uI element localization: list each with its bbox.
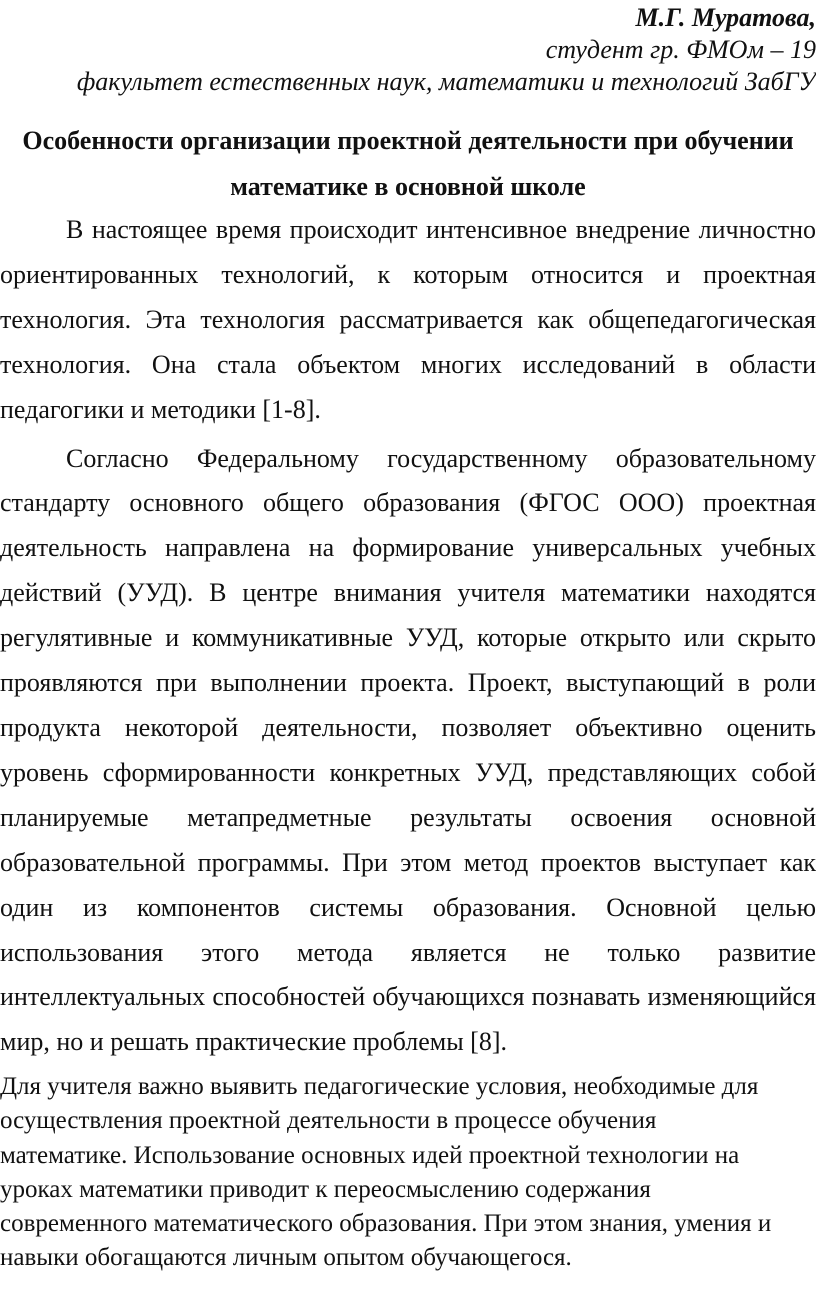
paragraph-fgos: Согласно Федеральному государственному образовательному стандарту основного общего образования (ФГОС ООО) проектная деятельность направлена на формирование универсальных учебных действий (УУД). В центре внимания учителя математики находятся регулятивные и коммуникативные УУД, которые открыто или скрыто проявляются при выполнении проекта. Проект, выступающий в роли продукта некоторой деятельности, позволяет объективно оценить уровень сформированности конкретных УУД, представляющих собой планируемые метапредметные результаты освоения основной образовательной программы. При этом метод проектов выступает как один из компонентов системы образования. Основной целью использования этого метода является не только развитие интеллектуальных способностей обучающихся познавать изменяющийся мир, но и решать практические проблемы [8]. [0,443,816,1057]
plain-line: Для учителя важно выявить педагогические условия, необходимые для [0,1073,759,1100]
author-block [0,2,816,98]
plain-line: математике. Использование основных идей проектной технологии на [0,1141,740,1169]
body-text [0,208,816,1065]
paragraph-intro: В настоящее время происходит интенсивное внедрение личностно ориентированных технологий, к которым относится и проектная технология. Эта технология рассматривается как общепедагогическая технология. Она стала объектом многих исследований в области педагогики и методики [1-8]. [0,215,816,424]
author-group: студент гр. ФМОм – 19 [545,35,816,64]
plain-line: навыки обогащаются личным опытом обучающегося. [0,1244,572,1272]
plain-line: современного математического образования. При этом знания, умения и [0,1210,772,1238]
plain-line: осуществления проектной деятельности в процессе обучения [0,1107,657,1135]
author-faculty: факультет естественных наук, математики и технологий ЗабГУ [76,67,816,96]
author-name: М.Г. Муратова, [635,3,816,32]
title-line-1: Особенности организации проектной деятельности при обучении [22,126,794,155]
title-line-2: математике в основной школе [230,172,586,201]
document-title [0,118,816,210]
plain-paragraph [0,1070,816,1276]
plain-line: уроках математики приводит к переосмыслению содержания [0,1175,651,1203]
